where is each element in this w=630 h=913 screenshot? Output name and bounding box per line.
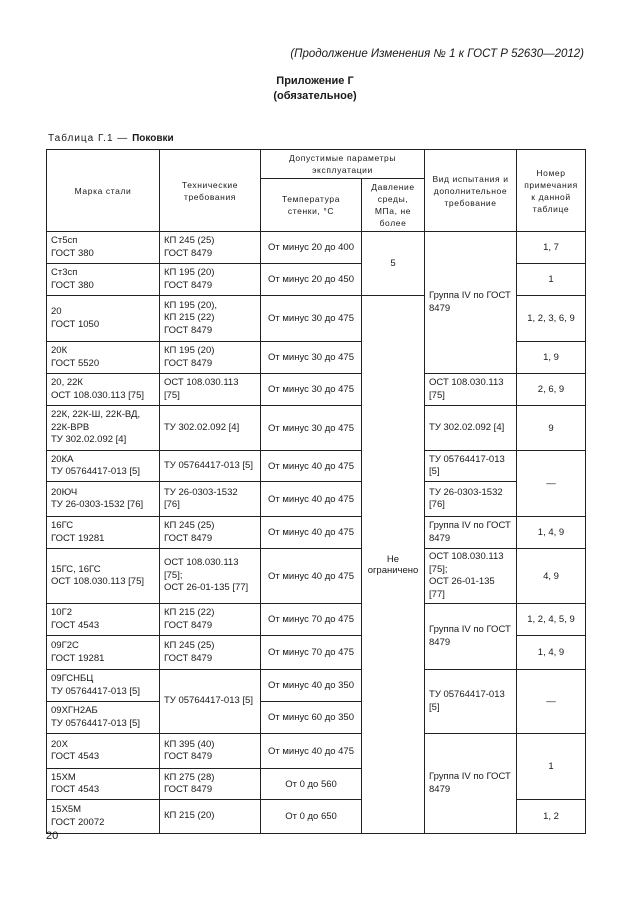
cell-test: Группа IV по ГОСТ 8479	[425, 517, 517, 549]
cell-temp: От минус 20 до 450	[261, 264, 362, 296]
cell-req: КП 215 (22) ГОСТ 8479	[160, 604, 261, 636]
cell-note: 2, 6, 9	[517, 374, 586, 406]
cell-temp: От минус 40 до 475	[261, 517, 362, 549]
cell-temp: От минус 30 до 475	[261, 374, 362, 406]
cell-test: ТУ 05764417-013 [5]	[425, 670, 517, 734]
cell-grade: 20К ГОСТ 5520	[47, 342, 160, 374]
table-caption-prefix: Таблица Г.1 —	[48, 133, 129, 144]
cell-grade: 20, 22К ОСТ 108.030.113 [75]	[47, 374, 160, 406]
cell-grade: 20Х ГОСТ 4543	[47, 734, 160, 769]
cell-temp: От минус 40 до 350	[261, 670, 362, 702]
header-note: Номер примечания к данной таблице	[517, 150, 586, 232]
cell-note: 1	[517, 264, 586, 296]
cell-note: 9	[517, 406, 586, 451]
cell-req: КП 195 (20) ГОСТ 8479	[160, 264, 261, 296]
continuation-note: (Продолжение Изменения № 1 к ГОСТ Р 52630—2012)	[290, 48, 584, 60]
cell-test: ТУ 05764417-013 [5]	[425, 451, 517, 482]
cell-req: ТУ 05764417-013 [5]	[160, 451, 261, 482]
cell-grade: 15ГС, 16ГС ОСТ 108.030.113 [75]	[47, 549, 160, 604]
cell-note: 1, 2, 3, 6, 9	[517, 296, 586, 342]
cell-grade: 10Г2 ГОСТ 4543	[47, 604, 160, 636]
cell-grade: Ст3сп ГОСТ 380	[47, 264, 160, 296]
cell-temp: От минус 40 до 475	[261, 482, 362, 517]
cell-test: Группа IV по ГОСТ 8479	[425, 734, 517, 834]
cell-temp: От 0 до 650	[261, 800, 362, 834]
cell-note: 1, 2, 4, 5, 9	[517, 604, 586, 636]
cell-grade: Ст5сп ГОСТ 380	[47, 232, 160, 264]
header-grade: Марка стали	[47, 150, 160, 232]
cell-req: КП 275 (28) ГОСТ 8479	[160, 769, 261, 800]
table-row	[47, 232, 586, 264]
page-number: 20	[46, 830, 59, 842]
cell-grade: 09ГСНБЦ ТУ 05764417-013 [5]	[47, 670, 160, 702]
cell-req: КП 195 (20) ГОСТ 8479	[160, 342, 261, 374]
cell-temp: От минус 40 до 475	[261, 451, 362, 482]
cell-temp: От минус 30 до 475	[261, 296, 362, 342]
cell-grade: 20 ГОСТ 1050	[47, 296, 160, 342]
forgings-table	[46, 149, 586, 834]
cell-grade: 09Г2С ГОСТ 19281	[47, 636, 160, 670]
cell-grade: 20КА ТУ 05764417-013 [5]	[47, 451, 160, 482]
cell-test: ОСТ 108.030.113 [75]	[425, 374, 517, 406]
cell-grade: 20ЮЧ ТУ 26-0303-1532 [76]	[47, 482, 160, 517]
cell-temp: От 0 до 560	[261, 769, 362, 800]
cell-req: ТУ 05764417-013 [5]	[160, 670, 261, 734]
appendix-title: Приложение Г	[276, 75, 354, 87]
cell-req: КП 395 (40) ГОСТ 8479	[160, 734, 261, 769]
cell-req: ТУ 302.02.092 [4]	[160, 406, 261, 451]
cell-pressure: Не ограничено	[362, 296, 425, 834]
cell-temp: От минус 70 до 475	[261, 636, 362, 670]
cell-grade: 09ХГН2АБ ТУ 05764417-013 [5]	[47, 702, 160, 734]
cell-grade: 15ХМ ГОСТ 4543	[47, 769, 160, 800]
header-wall-temp: Температура стенки, °С	[261, 179, 362, 232]
cell-note: 1, 4, 9	[517, 517, 586, 549]
cell-pressure: 5	[362, 232, 425, 296]
cell-temp: От минус 40 до 475	[261, 734, 362, 769]
table-row	[47, 482, 586, 517]
cell-test: Группа IV по ГОСТ 8479	[425, 232, 517, 374]
table-row	[47, 451, 586, 482]
cell-req: ОСТ 108.030.113 [75]	[160, 374, 261, 406]
header-tech-req: Технические требования	[160, 150, 261, 232]
cell-temp: От минус 60 до 350	[261, 702, 362, 734]
table-row	[47, 549, 586, 604]
table-row	[47, 670, 586, 702]
cell-grade: 16ГС ГОСТ 19281	[47, 517, 160, 549]
cell-note: 1, 9	[517, 342, 586, 374]
cell-note: 1, 4, 9	[517, 636, 586, 670]
cell-temp: От минус 70 до 475	[261, 604, 362, 636]
cell-note: 4, 9	[517, 549, 586, 604]
cell-note: —	[517, 670, 586, 734]
header-test: Вид испытания и дополнительное требование	[425, 150, 517, 232]
appendix-heading	[0, 74, 630, 104]
cell-req: ТУ 26-0303-1532 [76]	[160, 482, 261, 517]
cell-req: КП 215 (20)	[160, 800, 261, 834]
cell-test: ТУ 26-0303-1532 [76]	[425, 482, 517, 517]
cell-req: КП 245 (25) ГОСТ 8479	[160, 517, 261, 549]
cell-test: Группа IV по ГОСТ 8479	[425, 604, 517, 670]
table-row	[47, 604, 586, 636]
cell-temp: От минус 30 до 475	[261, 406, 362, 451]
cell-grade: 22К, 22К-Ш, 22К-ВД, 22К-ВРВ ТУ 302.02.092 [4]	[47, 406, 160, 451]
cell-note: 1, 2	[517, 800, 586, 834]
cell-note: 1	[517, 734, 586, 800]
table-row	[47, 374, 586, 406]
appendix-subtitle: (обязательное)	[273, 90, 357, 102]
table-row	[47, 734, 586, 769]
cell-test: ОСТ 108.030.113 [75]; ОСТ 26-01-135 [77]	[425, 549, 517, 604]
cell-req: КП 245 (25) ГОСТ 8479	[160, 636, 261, 670]
cell-temp: От минус 30 до 475	[261, 342, 362, 374]
header-params: Допустимые параметры эксплуатации	[261, 150, 425, 179]
cell-note: 1, 7	[517, 232, 586, 264]
table-row	[47, 517, 586, 549]
cell-req: КП 195 (20), КП 215 (22) ГОСТ 8479	[160, 296, 261, 342]
cell-note: —	[517, 451, 586, 517]
cell-temp: От минус 40 до 475	[261, 549, 362, 604]
cell-req: ОСТ 108.030.113 [75]; ОСТ 26-01-135 [77]	[160, 549, 261, 604]
cell-temp: От минус 20 до 400	[261, 232, 362, 264]
table-row	[47, 406, 586, 451]
table-caption-name: Поковки	[132, 133, 174, 144]
header-pressure: Давление среды, МПа, не более	[362, 179, 425, 232]
table-caption	[48, 133, 174, 144]
cell-test: ТУ 302.02.092 [4]	[425, 406, 517, 451]
cell-grade: 15Х5М ГОСТ 20072	[47, 800, 160, 834]
cell-req: КП 245 (25) ГОСТ 8479	[160, 232, 261, 264]
